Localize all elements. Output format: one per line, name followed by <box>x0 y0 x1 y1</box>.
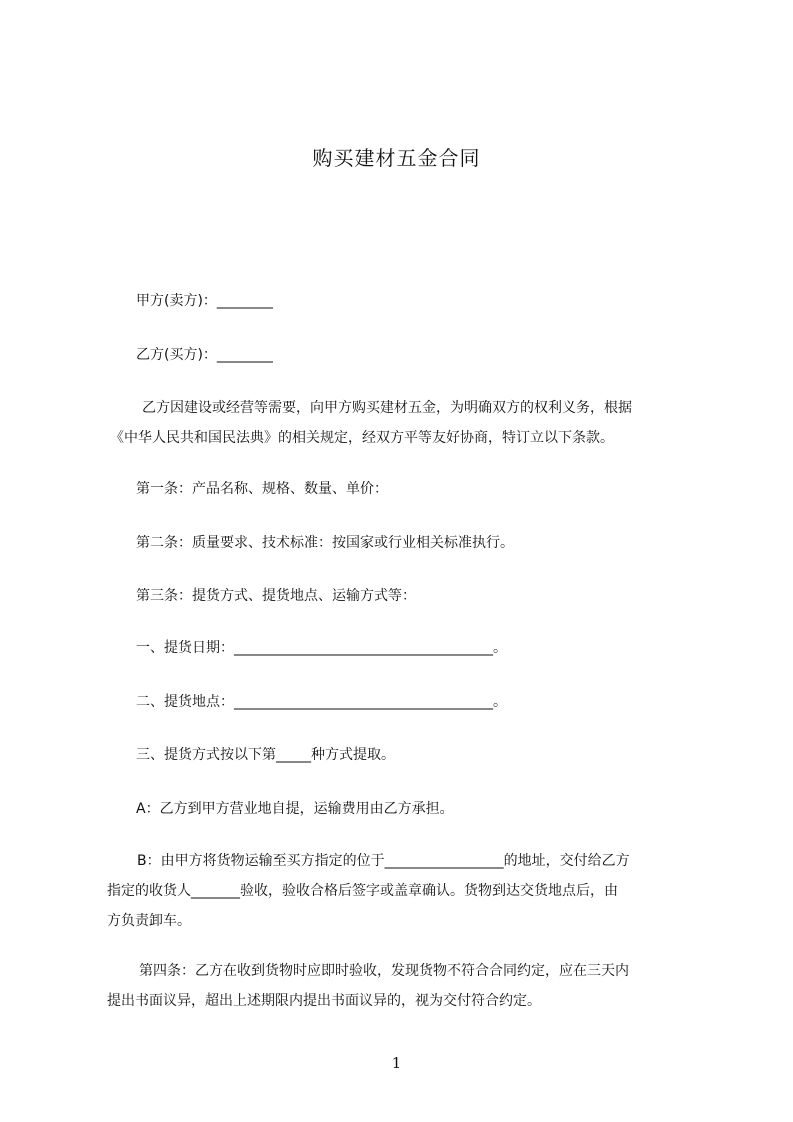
article-4-line-2: 提出书面议异，超出上述期限内提出书面议异的，视为交付符合约定。 <box>107 993 541 1009</box>
party-a-line: 甲方(卖方)：________ <box>136 293 273 309</box>
intro-paragraph <box>110 393 685 453</box>
pickup-date-item: 一、提货日期：_____________________________________。 <box>136 640 507 656</box>
article-2: 第二条：质量要求、技术标准：按国家或行业相关标准执行。 <box>136 535 514 551</box>
article-1: 第一条：产品名称、规格、数量、单价： <box>136 481 388 497</box>
page-number: 1 <box>391 1054 402 1072</box>
intro-line-1: 乙方因建设或经营等需要，向甲方购买建材五金，为明确双方的权利义务，根据 <box>142 400 632 416</box>
intro-line-2: 《中华人民共和国民法典》的相关规定，经双方平等友好协商，特订立以下条款。 <box>110 430 614 446</box>
party-b-line: 乙方(买方)：________ <box>136 347 273 363</box>
option-a: A：乙方到甲方营业地自提，运输费用由乙方承担。 <box>136 801 454 817</box>
article-4-line-1: 第四条：乙方在收到货物时应即时验收，发现货物不符合合同约定，应在三天内 <box>139 963 629 979</box>
option-b-paragraph <box>107 846 682 936</box>
article-3: 第三条：提货方式、提货地点、运输方式等： <box>136 588 416 604</box>
pickup-method-item: 三、提货方式按以下第_____种方式提取。 <box>136 747 395 763</box>
option-b-line-1: B：由甲方将货物运输至买方指定的位于_________________的地址，交付给乙方 <box>137 853 630 869</box>
option-b-line-2: 指定的收货人_______验收，验收合格后签字或盖章确认。货物到达交货地点后，由 <box>107 883 618 899</box>
pickup-location-item: 二、提货地点：_____________________________________。 <box>136 694 507 710</box>
option-b-line-3: 方负责卸车。 <box>107 913 191 929</box>
contract-title: 购买建材五金合同 <box>312 146 481 170</box>
article-4-paragraph <box>107 956 682 1016</box>
